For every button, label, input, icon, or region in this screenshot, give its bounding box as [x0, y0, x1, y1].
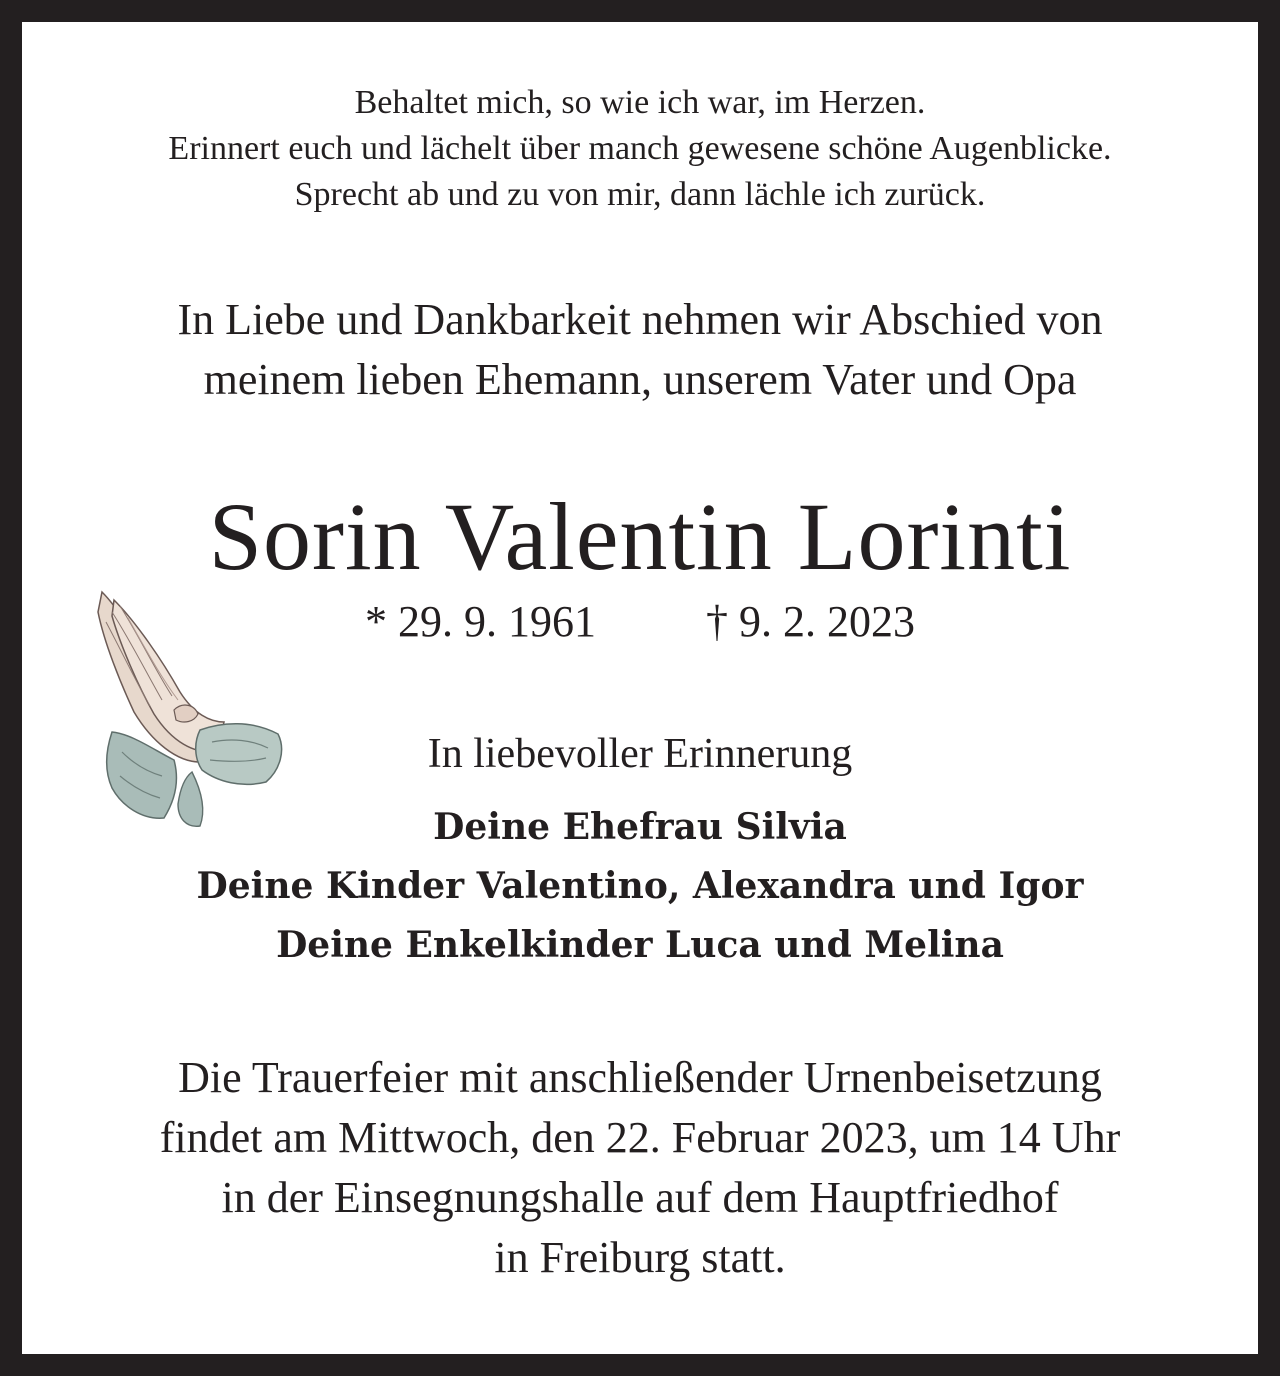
intro-line-2: meinem lieben Ehemann, unserem Vater und Opa [203, 355, 1077, 404]
deceased-name: Sorin Valentin Lorinti [208, 483, 1072, 590]
quote-line-3: Sprecht ab und zu von mir, dann lächle ich zurück. [294, 176, 986, 213]
ceremony-line-3: in der Einsegnungshalle auf dem Hauptfriedhof [221, 1173, 1059, 1222]
death-date: † 9. 2. 2023 [706, 597, 915, 646]
remembrance-line: In liebevoller Erinnerung [427, 731, 853, 777]
ceremony-line-1: Die Trauerfeier mit anschließender Urnenbeisetzung [178, 1053, 1102, 1102]
intro-block [22, 290, 1258, 410]
family-line-spouse: Deine Ehefrau Silvia [433, 806, 847, 848]
quote-block [22, 80, 1258, 218]
praying-hands-icon [82, 582, 292, 832]
intro-line-1: In Liebe und Dankbarkeit nehmen wir Abschied von [177, 295, 1103, 344]
ceremony-line-2: findet am Mittwoch, den 22. Februar 2023, um 14 Uhr [159, 1113, 1121, 1162]
quote-line-1: Behaltet mich, so wie ich war, im Herzen. [354, 84, 926, 121]
birth-date: * 29. 9. 1961 [365, 597, 596, 646]
ceremony-line-4: in Freiburg statt. [494, 1233, 786, 1282]
family-line-children: Deine Kinder Valentino, Alexandra und Igor [196, 865, 1084, 907]
quote-line-2: Erinnert euch und lächelt über manch gewesene schöne Augenblicke. [168, 130, 1112, 167]
family-line-grandchildren: Deine Enkelkinder Luca und Melina [276, 924, 1004, 966]
ceremony-block [22, 1048, 1258, 1288]
family-block [22, 798, 1258, 975]
